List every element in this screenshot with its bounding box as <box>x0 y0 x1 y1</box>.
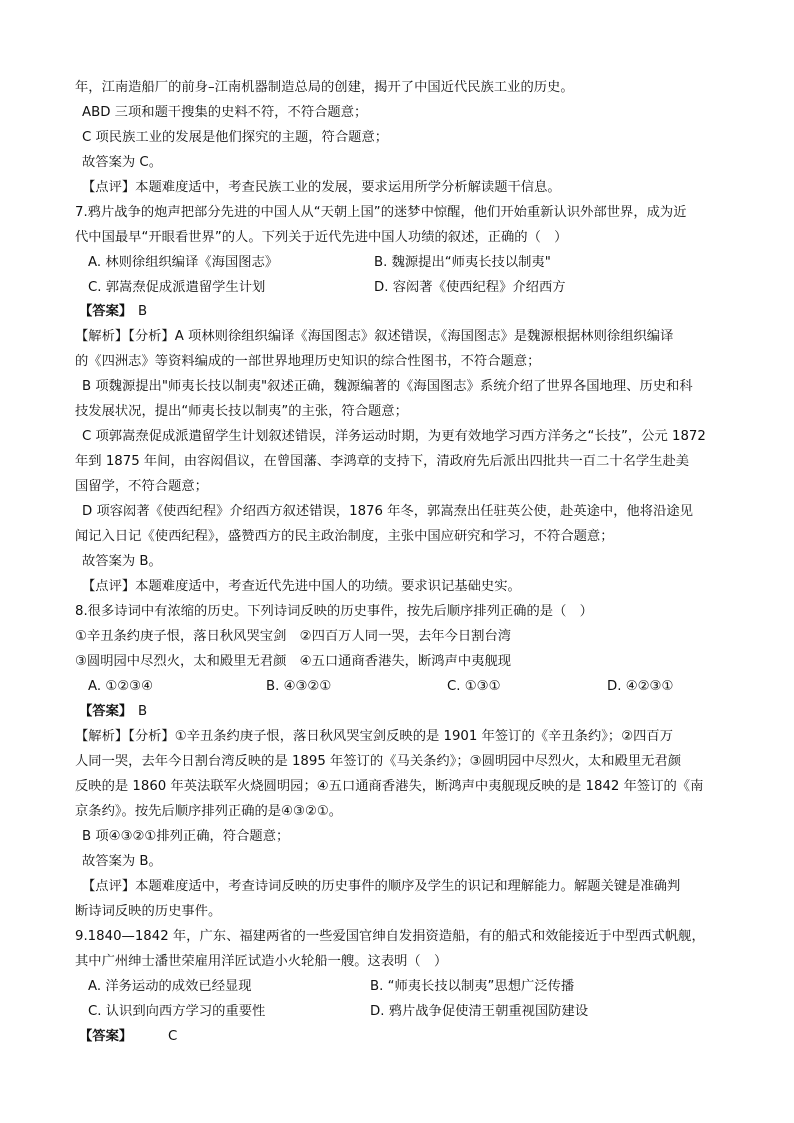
q7-explanation: B 项魏源提出"师夷长技以制夷"叙述正确，魏源编著的《海国图志》系统介绍了世界各国地理、历史和科 <box>82 379 693 394</box>
q7-explanation: 故答案为 B。 <box>82 554 162 569</box>
q9-answer-value: C <box>168 1029 178 1044</box>
q9-option-a: A. 洋务运动的成效已经显现 <box>88 979 252 994</box>
q8-explanation: 人同一哭，去年今日割台湾反映的是 1895 年签订的《马关条约》；③圆明园中尽烈火，太和殿里无君颜 <box>75 754 682 769</box>
q7-explanation: D 项容闳著《使西纪程》介绍西方叙述错误，1876 年冬，郭嵩焘出任驻英公使，赴英途中，他将沿途见 <box>82 504 693 519</box>
comment-line: 【点评】本题难度适中，考查民族工业的发展，要求运用所学分析解读题干信息。 <box>82 180 561 195</box>
q7-explanation: 的《四洲志》等资料编成的一部世界地理历史知识的综合性图书，不符合题意； <box>75 354 541 369</box>
q8-answer-label: 【答案】 <box>79 704 133 719</box>
paragraph-line: 故答案为 C。 <box>82 155 162 170</box>
q7-option-a: A. 林则徐组织编译《海国图志》 <box>88 255 279 270</box>
q7-explanation: C 项郭嵩焘促成派遣留学生计划叙述错误，洋务运动时期，为更有效地学习西方洋务之“长技”，公元 1872 <box>82 429 706 444</box>
paragraph-line: 年，江南造船厂的前身–江南机器制造总局的创建，揭开了中国近代民族工业的历史。 <box>75 80 574 95</box>
q7-comment: 【点评】本题难度适中，考查近代先进中国人的功绩。要求识记基础史实。 <box>82 579 521 594</box>
q8-option-a: A. ①②③④ <box>88 679 153 694</box>
q8-explanation: 故答案为 B。 <box>82 854 162 869</box>
paragraph-line: C 项民族工业的发展是他们探究的主题，符合题意； <box>82 130 389 145</box>
q7-explanation: 闻记入日记《使西纪程》，盛赞西方的民主政治制度，主张中国应研究和学习，不符合题意； <box>75 529 614 544</box>
question-7-stem: 代中国最早“开眼看世界”的人。下列关于近代先进中国人功绩的叙述，正确的（ ） <box>75 230 568 245</box>
q8-explanation: B 项④③②①排列正确，符合题意； <box>82 829 290 844</box>
paragraph-line: ABD 三项和题干搜集的史料不符，不符合题意； <box>82 105 368 120</box>
q8-answer-value: B <box>138 704 148 719</box>
question-9-stem: 其中广州绅士潘世荣雇用洋匠试造小火轮船一艘。这表明（ ） <box>75 954 448 969</box>
q7-option-c: C. 郭嵩焘促成派遣留学生计划 <box>88 280 266 295</box>
question-9-stem: 9.1840—1842 年，广东、福建两省的一些爱国官绅自发捐资造船，有的船式和效能接近于中型西式帆舰， <box>75 929 705 944</box>
q7-answer-label: 【答案】 <box>79 304 133 319</box>
question-8-stem: ③圆明园中尽烈火，太和殿里无君颜 ④五口通商香港失，断鸿声中夷舰现 <box>75 654 512 669</box>
q7-explanation: 年到 1875 年间，由容闳倡议，在曾国藩、李鸿章的支持下，清政府先后派出四批共一百二十名学生赴美 <box>75 454 690 469</box>
q8-comment: 断诗词反映的历史事件。 <box>75 904 222 919</box>
question-7-stem: 7.鸦片战争的炮声把部分先进的中国人从“天朝上国”的迷梦中惊醒，他们开始重新认识外部世界，成为近 <box>75 205 687 220</box>
q8-explanation: 【解析】【分析】①辛丑条约庚子恨，落日秋风哭宝剑反映的是 1901 年签订的《辛丑条约》；②四百万 <box>75 729 674 744</box>
question-8-stem: 8.很多诗词中有浓缩的历史。下列诗词反映的历史事件，按先后顺序排列正确的是（ ） <box>75 604 593 619</box>
q9-answer-label: 【答案】 <box>79 1029 133 1044</box>
q7-option-b: B. 魏源提出“师夷长技以制夷" <box>374 255 551 270</box>
q8-option-c: C. ①③① <box>447 679 501 694</box>
q9-option-d: D. 鸦片战争促使清王朝重视国防建设 <box>370 1004 589 1019</box>
q8-comment: 【点评】本题难度适中，考查诗词反映的历史事件的顺序及学生的识记和理解能力。解题关键是准确判 <box>82 879 681 894</box>
q8-option-d: D. ④②③① <box>607 679 674 694</box>
q7-option-d: D. 容闳著《使西纪程》介绍西方 <box>374 280 566 295</box>
q9-option-c: C. 认识到向西方学习的重要性 <box>88 1004 266 1019</box>
q7-answer-value: B <box>138 304 148 319</box>
q7-explanation: 技发展状况，提出“师夷长技以制夷”的主张，符合题意； <box>75 404 408 419</box>
q8-option-b: B. ④③②① <box>266 679 332 694</box>
q7-explanation: 国留学，不符合题意； <box>75 479 208 494</box>
question-8-stem: ①辛丑条约庚子恨，落日秋风哭宝剑 ②四百万人同一哭，去年今日割台湾 <box>75 629 512 644</box>
q7-explanation: 【解析】【分析】A 项林则徐组织编译《海国图志》叙述错误，《海国图志》是魏源根据林则徐组织编译 <box>75 329 674 344</box>
q8-explanation: 京条约》。按先后顺序排列正确的是④③②①。 <box>75 804 343 819</box>
q8-explanation: 反映的是 1860 年英法联军火烧圆明园；④五口通商香港失，断鸿声中夷舰现反映的是 1842 年签订的《南 <box>75 779 704 794</box>
q9-option-b: B. “师夷长技以制夷”思想广泛传播 <box>370 979 575 994</box>
